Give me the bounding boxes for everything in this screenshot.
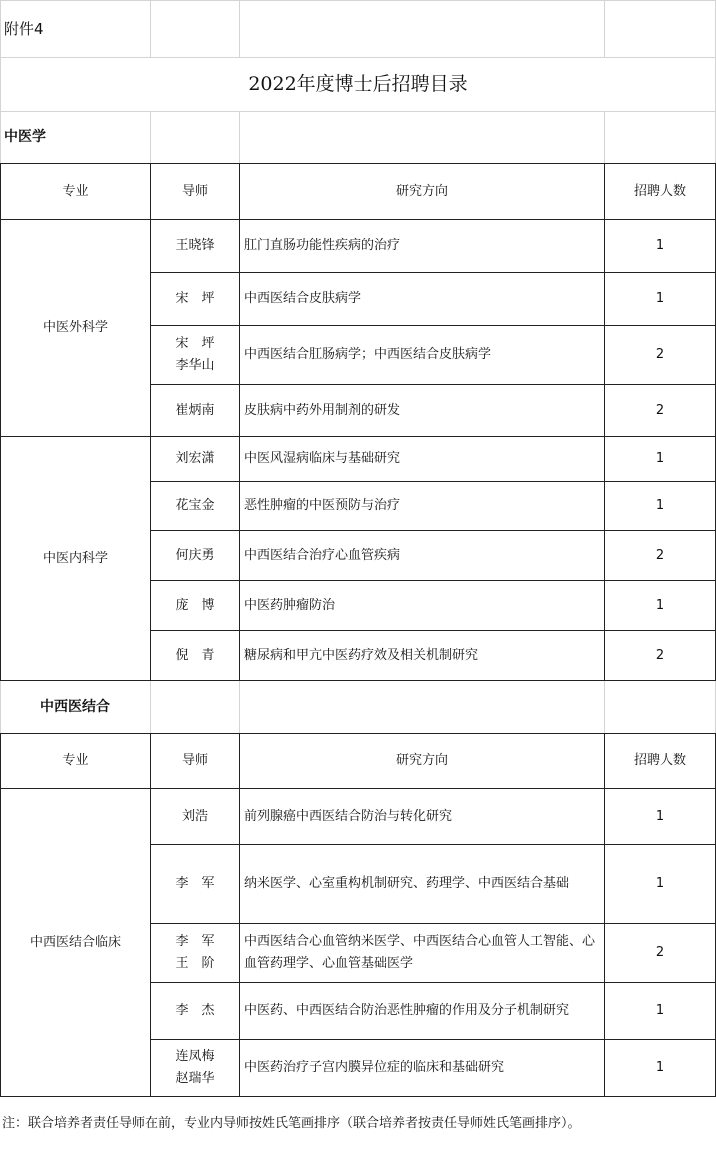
page-title: 2022年度博士后招聘目录 xyxy=(248,73,468,95)
mentor-name: 赵瑞华 xyxy=(175,1071,215,1086)
count-cell: 1 xyxy=(604,436,716,482)
header-direction: 研究方向 xyxy=(239,733,605,789)
direction-cell: 前列腺癌中西医结合防治与转化研究 xyxy=(239,788,605,845)
direction-cell: 皮肤病中药外用制剂的研发 xyxy=(239,384,605,437)
mentor-cell: 刘宏潇 xyxy=(150,436,240,482)
count-cell: 2 xyxy=(604,630,716,681)
header-major: 专业 xyxy=(0,733,151,789)
header-count: 招聘人数 xyxy=(604,733,716,789)
mentor-cell: 崔炳南 xyxy=(150,384,240,437)
header-direction: 研究方向 xyxy=(239,163,605,220)
header-major: 专业 xyxy=(0,163,151,220)
direction-cell: 中西医结合皮肤病学 xyxy=(239,272,605,326)
direction-cell: 中医药治疗子宫内膜异位症的临床和基础研究 xyxy=(239,1039,605,1097)
count-cell: 1 xyxy=(604,982,716,1040)
mentor-name: 王 阶 xyxy=(175,956,215,971)
direction-cell: 中西医结合心血管纳米医学、中西医结合心血管人工智能、心血管药理学、心血管基础医学 xyxy=(239,923,605,983)
direction-cell: 纳米医学、心室重构机制研究、药理学、中西医结合基础 xyxy=(239,844,605,924)
count-cell: 1 xyxy=(604,1039,716,1097)
count-cell: 2 xyxy=(604,384,716,437)
section-title-tcm: 中医学 xyxy=(4,129,46,145)
footnote: 注：联合培养者责任导师在前，专业内导师按姓氏笔画排序（联合培养者按责任导师姓氏笔画排序）。 xyxy=(2,1116,581,1131)
direction-cell: 糖尿病和甲亢中医药疗效及相关机制研究 xyxy=(239,630,605,681)
mentor-name: 李 军 xyxy=(175,934,215,949)
direction-cell: 中医药肿瘤防治 xyxy=(239,580,605,631)
count-cell: 1 xyxy=(604,272,716,326)
mentor-cell: 王晓锋 xyxy=(150,219,240,273)
major-cell: 中医内科学 xyxy=(0,436,151,681)
major-cell: 中西医结合临床 xyxy=(0,788,151,1097)
direction-cell: 恶性肿瘤的中医预防与治疗 xyxy=(239,481,605,531)
mentor-cell: 花宝金 xyxy=(150,481,240,531)
mentor-name: 李华山 xyxy=(175,358,215,373)
direction-cell: 中西医结合治疗心血管疾病 xyxy=(239,530,605,581)
mentor-cell xyxy=(150,1039,240,1097)
count-cell: 2 xyxy=(604,325,716,385)
count-cell: 1 xyxy=(604,481,716,531)
header-mentor: 导师 xyxy=(150,733,240,789)
mentor-cell: 倪 青 xyxy=(150,630,240,681)
attachment-label: 附件4 xyxy=(4,19,44,38)
count-cell: 2 xyxy=(604,530,716,581)
mentor-cell: 李 军 xyxy=(150,844,240,924)
mentor-cell: 刘浩 xyxy=(150,788,240,845)
mentor-name: 宋 坪 xyxy=(175,336,215,351)
mentor-cell: 李 杰 xyxy=(150,982,240,1040)
direction-cell: 中医药、中西医结合防治恶性肿瘤的作用及分子机制研究 xyxy=(239,982,605,1040)
section-title-integrated: 中西医结合 xyxy=(40,699,110,715)
mentor-cell: 何庆勇 xyxy=(150,530,240,581)
count-cell: 1 xyxy=(604,580,716,631)
major-cell: 中医外科学 xyxy=(0,219,151,437)
mentor-cell xyxy=(150,325,240,385)
header-count: 招聘人数 xyxy=(604,163,716,220)
count-cell: 2 xyxy=(604,923,716,983)
mentor-cell: 宋 坪 xyxy=(150,272,240,326)
mentor-cell xyxy=(150,923,240,983)
direction-cell: 中医风湿病临床与基础研究 xyxy=(239,436,605,482)
count-cell: 1 xyxy=(604,219,716,273)
direction-cell: 肛门直肠功能性疾病的治疗 xyxy=(239,219,605,273)
direction-cell: 中西医结合肛肠病学；中西医结合皮肤病学 xyxy=(239,325,605,385)
header-mentor: 导师 xyxy=(150,163,240,220)
mentor-name: 连凤梅 xyxy=(175,1049,215,1064)
mentor-cell: 庞 博 xyxy=(150,580,240,631)
count-cell: 1 xyxy=(604,844,716,924)
count-cell: 1 xyxy=(604,788,716,845)
